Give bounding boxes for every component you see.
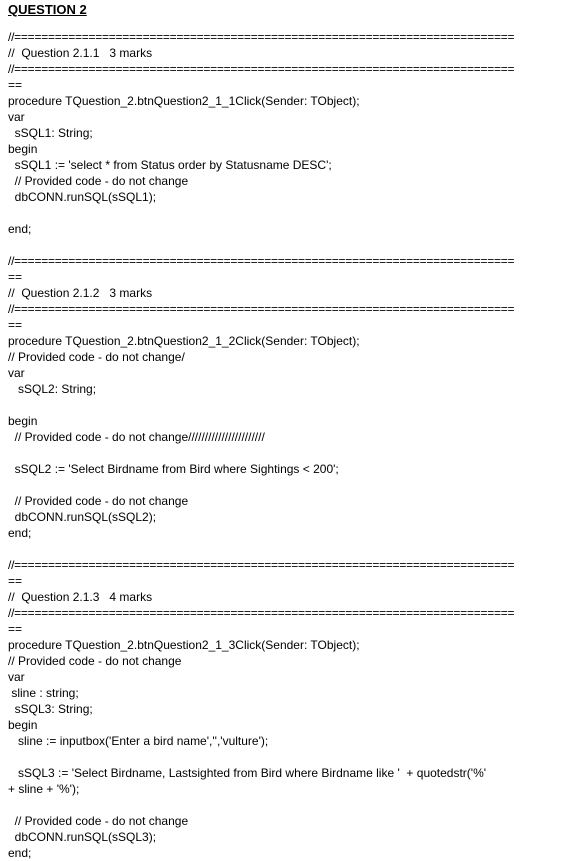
code-line: dbCONN.runSQL(sSQL1);: [8, 190, 157, 204]
code-line: ==: [8, 270, 23, 284]
code-line: begin: [8, 414, 38, 428]
code-line: [8, 397, 560, 413]
code-listing: [8, 29, 560, 861]
code-line: [8, 797, 560, 813]
code-line: [8, 237, 560, 253]
code-line: ==: [8, 318, 23, 332]
code-line: procedure TQuestion_2.btnQuestion2_1_1Click(Sender: TObject);: [8, 94, 360, 108]
code-line: [8, 541, 560, 557]
code-line: sline := inputbox('Enter a bird name','','vulture');: [8, 734, 269, 748]
code-line: sSQL2 := 'Select Birdname from Bird where Sightings < 200';: [8, 462, 339, 476]
code-line: //==========================================================================: [8, 254, 515, 268]
code-line: dbCONN.runSQL(sSQL2);: [8, 510, 157, 524]
code-line: sSQL2: String;: [8, 382, 97, 396]
code-line: end;: [8, 222, 32, 236]
code-line: var: [8, 110, 25, 124]
code-line: // Provided code - do not change: [8, 174, 189, 188]
code-line: ==: [8, 622, 23, 636]
code-line: //==========================================================================: [8, 606, 515, 620]
code-line: // Provided code - do not change///////////////////////: [8, 430, 265, 444]
code-line: [8, 205, 560, 221]
code-line: // Provided code - do not change: [8, 494, 189, 508]
code-line: sline : string;: [8, 686, 79, 700]
code-line: sSQL1 := 'select * from Status order by Statusname DESC';: [8, 158, 332, 172]
code-line: // Question 2.1.2 3 marks: [8, 286, 153, 300]
code-line: procedure TQuestion_2.btnQuestion2_1_3Click(Sender: TObject);: [8, 638, 360, 652]
question-heading: QUESTION 2: [8, 2, 87, 17]
code-line: dbCONN.runSQL(sSQL3);: [8, 830, 157, 844]
code-line: //==========================================================================: [8, 302, 515, 316]
code-line: sSQL1: String;: [8, 126, 93, 140]
code-line: [8, 477, 560, 493]
code-line: end;: [8, 526, 32, 540]
code-line: sSQL3: String;: [8, 702, 93, 716]
code-line: [8, 445, 560, 461]
code-line: begin: [8, 718, 38, 732]
code-line: procedure TQuestion_2.btnQuestion2_1_2Click(Sender: TObject);: [8, 334, 360, 348]
code-line: end;: [8, 846, 32, 860]
document-page: [8, 2, 560, 861]
code-line: // Provided code - do not change/: [8, 350, 185, 364]
code-line: + sline + '%');: [8, 782, 80, 796]
code-line: var: [8, 670, 25, 684]
code-line: // Question 2.1.1 3 marks: [8, 46, 153, 60]
code-line: [8, 749, 560, 765]
code-line: sSQL3 := 'Select Birdname, Lastsighted from Bird where Birdname like ' + quotedstr('%': [8, 766, 487, 780]
code-line: ==: [8, 78, 23, 92]
code-line: // Question 2.1.3 4 marks: [8, 590, 153, 604]
code-line: ==: [8, 574, 23, 588]
code-line: //==========================================================================: [8, 30, 515, 44]
code-line: // Provided code - do not change: [8, 654, 182, 668]
code-line: // Provided code - do not change: [8, 814, 189, 828]
code-line: //==========================================================================: [8, 62, 515, 76]
code-line: //==========================================================================: [8, 558, 515, 572]
code-line: begin: [8, 142, 38, 156]
code-line: var: [8, 366, 25, 380]
